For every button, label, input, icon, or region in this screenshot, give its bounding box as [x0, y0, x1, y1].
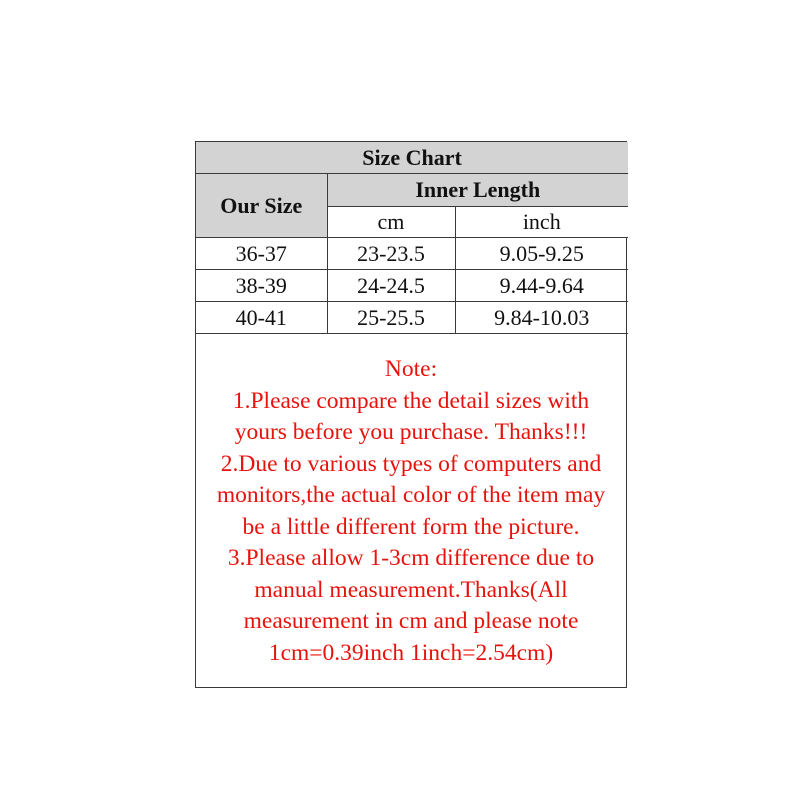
- note-line: be a little different form the picture.: [242, 513, 580, 540]
- inner-length-header: Inner Length: [327, 174, 628, 207]
- table-row: [196, 238, 628, 270]
- cm-cell: 24-24.5: [327, 270, 455, 302]
- inch-cell: 9.44-9.64: [455, 270, 628, 302]
- note-line: monitors,the actual color of the item may: [216, 482, 606, 508]
- cm-cell: 25-25.5: [327, 302, 455, 334]
- cm-cell: 23-23.5: [327, 238, 455, 270]
- note-line: 3.Please allow 1-3cm difference due to: [227, 545, 595, 571]
- size-chart-table: [196, 142, 628, 334]
- size-cell: 38-39: [196, 270, 327, 302]
- inch-cell: 9.05-9.25: [455, 238, 628, 270]
- size-cell: 40-41: [196, 302, 327, 334]
- note-line: 2.Due to various types of computers and: [220, 450, 602, 477]
- our-size-header: Our Size: [196, 174, 327, 238]
- note-heading: Note:: [384, 356, 438, 382]
- inch-cell: 9.84-10.03: [455, 302, 628, 334]
- note-line: measurement in cm and please note: [243, 608, 579, 634]
- note-line: 1cm=0.39inch 1inch=2.54cm): [268, 639, 554, 666]
- note-section: [196, 334, 626, 669]
- size-cell: 36-37: [196, 238, 327, 270]
- table-row: [196, 270, 628, 302]
- size-chart-title: Size Chart: [196, 142, 628, 174]
- note-line: manual measurement.Thanks(All: [254, 576, 568, 603]
- note-line: 1.Please compare the detail sizes with: [232, 387, 590, 414]
- note-line: yours before you purchase. Thanks!!!: [234, 419, 588, 445]
- unit-inch-header: inch: [455, 207, 628, 238]
- table-row: [196, 302, 628, 334]
- size-chart-card: [195, 141, 627, 688]
- unit-cm-header: cm: [327, 207, 455, 238]
